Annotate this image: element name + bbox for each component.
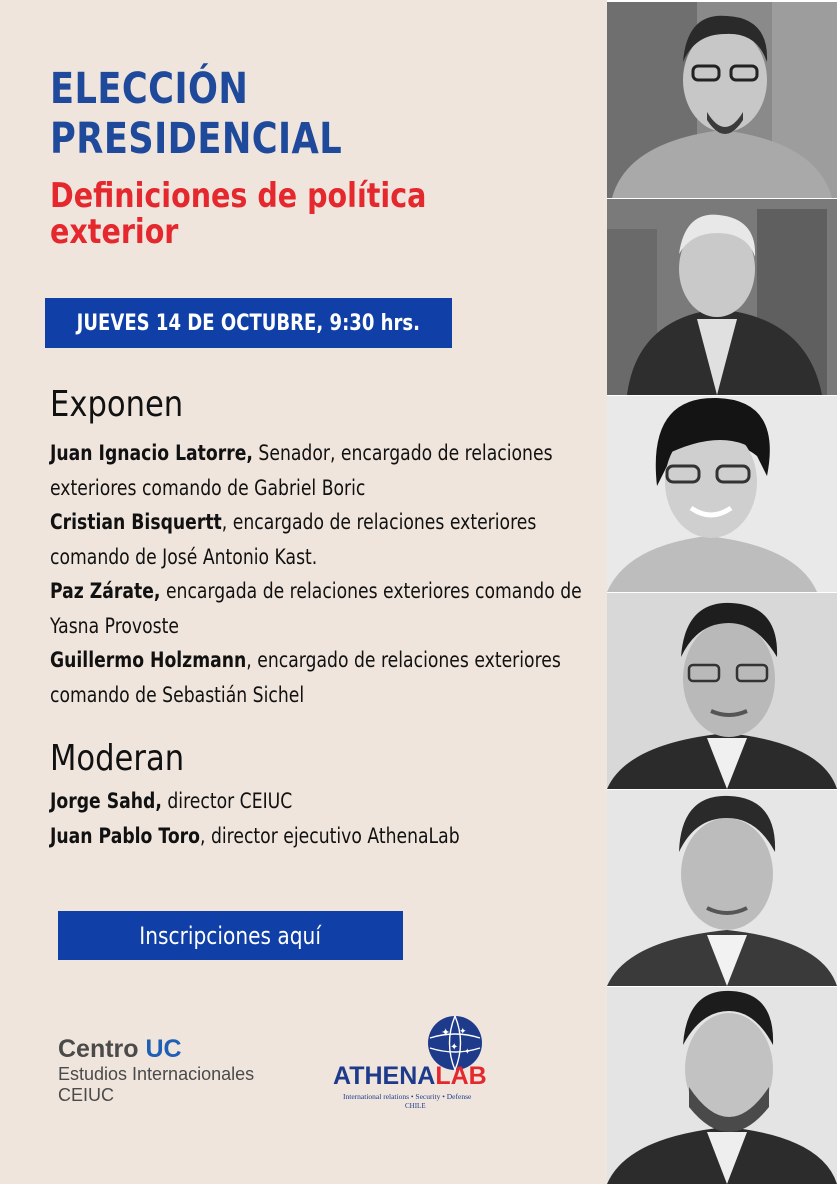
- speaker-photo: [607, 593, 837, 789]
- speaker-photo: [607, 2, 837, 198]
- event-title: [50, 64, 342, 164]
- moderators-list: [50, 784, 591, 853]
- event-date-badge: [45, 298, 452, 348]
- speaker-role-cont: comando de José Antonio Kast.: [50, 544, 318, 569]
- athena-tagline: International relations • Security • Defense: [343, 1092, 472, 1101]
- person-photo-icon: [607, 199, 837, 395]
- register-button[interactable]: [58, 911, 403, 960]
- svg-text:✦: ✦: [459, 1027, 467, 1037]
- athena-word-b: LAB: [435, 1062, 487, 1090]
- speaker-name: Paz Zárate,: [50, 579, 161, 603]
- title-line-2: PRESIDENCIAL: [50, 114, 343, 164]
- svg-text:✦: ✦: [441, 1026, 451, 1039]
- uc-logo-uc: UC: [145, 1035, 182, 1063]
- speaker-role: , encargado de relaciones exteriores: [246, 648, 561, 672]
- speaker-item: [50, 505, 591, 574]
- speaker-item: [50, 574, 591, 643]
- uc-logo-line3: CEIUC: [58, 1085, 115, 1105]
- subtitle-line-2: exterior: [50, 212, 179, 252]
- speaker-name: Juan Ignacio Latorre,: [50, 441, 253, 465]
- speaker-item: [50, 643, 591, 712]
- speaker-role: Senador, encargado de relaciones: [252, 441, 553, 465]
- speaker-photo: [607, 790, 837, 986]
- speaker-role-cont: comando de Sebastián Sichel: [50, 682, 305, 707]
- speaker-role-cont: exteriores comando de Gabriel Boric: [50, 475, 366, 500]
- speaker-photo: [607, 987, 837, 1184]
- moderan-heading: Moderan: [50, 738, 185, 779]
- title-line-1: ELECCIÓN: [50, 64, 249, 114]
- moderator-role: director CEIUC: [161, 789, 293, 813]
- moderator-role: , director ejecutivo AthenaLab: [199, 823, 460, 848]
- event-date-text: JUEVES 14 DE OCTUBRE, 9:30 hrs.: [76, 310, 421, 336]
- moderator-item: [50, 819, 591, 854]
- person-photo-icon: [607, 790, 837, 986]
- subtitle-line-1: Definiciones de política: [50, 176, 427, 216]
- person-photo-icon: [607, 987, 837, 1184]
- speaker-name: Guillermo Holzmann: [50, 648, 247, 672]
- athena-word-a: ATHENA: [333, 1062, 436, 1090]
- moderator-name: Juan Pablo Toro: [50, 823, 200, 848]
- speaker-role: encargada de relaciones exteriores comando de: [160, 579, 582, 603]
- moderator-item: [50, 784, 591, 819]
- speaker-name: Cristian Bisquertt: [50, 510, 222, 534]
- speaker-role-cont: Yasna Provoste: [50, 613, 179, 638]
- speaker-photo: [607, 396, 837, 592]
- speaker-photo: [607, 199, 837, 395]
- athenalab-logo: [333, 1012, 498, 1112]
- uc-logo-line2: Estudios Internacionales: [58, 1064, 255, 1084]
- event-subtitle: [50, 178, 426, 250]
- svg-text:✦: ✦: [464, 1047, 471, 1056]
- person-photo-icon: [607, 396, 837, 592]
- exponen-heading: Exponen: [50, 384, 184, 425]
- uc-logo-centro: Centro: [58, 1035, 146, 1063]
- athena-country: CHILE: [405, 1102, 426, 1110]
- speaker-item: [50, 436, 591, 505]
- speaker-role: , encargado de relaciones exteriores: [221, 510, 537, 534]
- speaker-photo-column: [607, 0, 837, 1184]
- person-photo-icon: [607, 593, 837, 789]
- register-button-label: Inscripciones aquí: [139, 921, 322, 950]
- person-photo-icon: [607, 2, 837, 198]
- svg-text:✦: ✦: [450, 1042, 459, 1053]
- centro-uc-logo: [58, 1035, 254, 1106]
- moderator-name: Jorge Sahd,: [50, 789, 162, 813]
- speakers-list: [50, 436, 591, 712]
